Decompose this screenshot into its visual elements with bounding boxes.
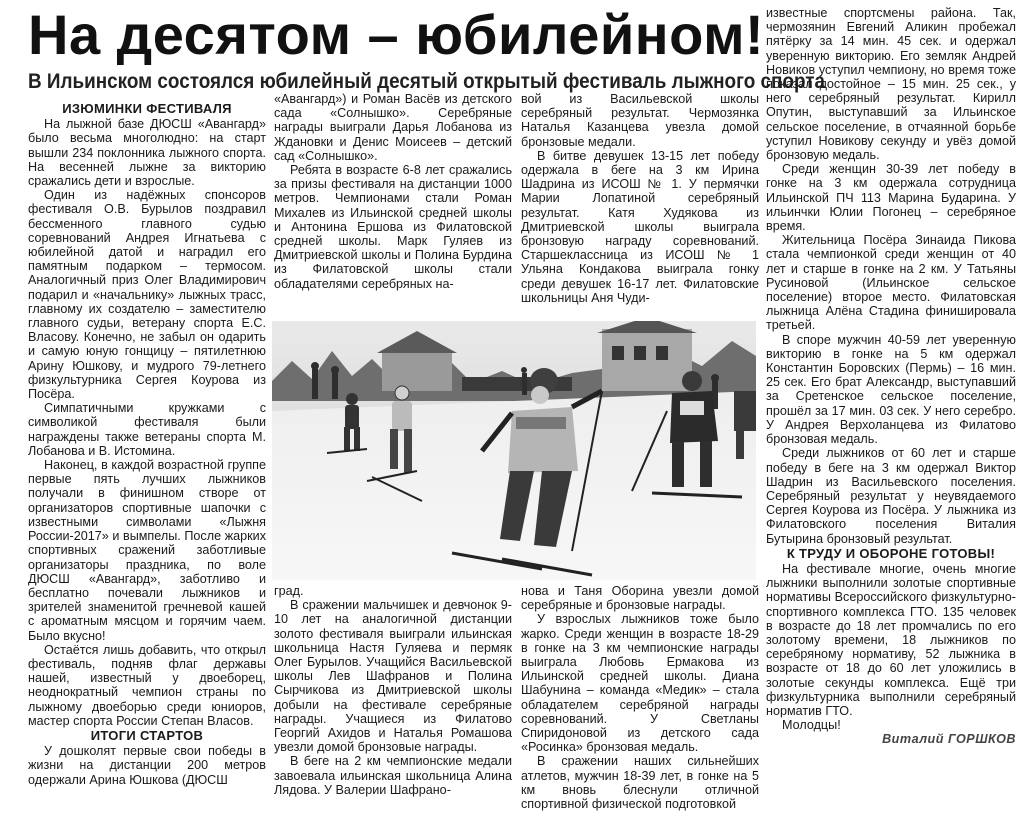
- paragraph: известные спортсмены района. Так, чермозянин Евгений Аликин пробежал пятёрку за 14 мин. 45 сек. и одержал уверенную викторию. Его земляк Андрей Новиков уступил чемпиону, но время тоже показал достойное – 15 мин. 25 сек., у него серебряный результат. Кирилл Опутин, выступавший за Ильинское сельское поселение, в отчаянной борьбе уступил Новикову секунду и увёз домой бронзовую медаль.: [766, 6, 1016, 163]
- section-heading: ИЗЮМИНКИ ФЕСТИВАЛЯ: [62, 101, 232, 116]
- paragraph: Наконец, в каждой возрастной группе первые пять лучших лыжников получали в финишном створе от организаторов спортивные шапочки с известными символами «Лыжня России-2017» и вымпелы. После жарких спортивных сражений заботливые организаторы праздника, по воле ДЮСШ «Авангард», заботливо и бесплатно почевали лыжников и зрителей знаменитой гречневой кашей с ароматным мясцом и горячим чаем. Было вкусно!: [28, 458, 266, 643]
- paragraph: Среди женщин 30-39 лет победу в гонке на 3 км одержала сотрудница Ильинской ПЧ 113 Марина Бударина. У ильинчки Юлии Погонец – серебряное время.: [766, 162, 1016, 234]
- author-byline: Виталий ГОРШКОВ: [882, 732, 1016, 747]
- paragraph: У взрослых лыжников тоже было жарко. Среди женщин в возрасте 18-29 в гонке на 3 км чемпионские награды выиграла Любовь Ермакова из Ильинской средней школы. Диана Шабунина – команда «Медик» – стала обладателем серебряной награды соревнований. У Светланы Спиридоновой из детского сада «Росинка» бронзовая медаль.: [521, 612, 759, 755]
- paragraph: В споре мужчин 40-59 лет уверенную викторию в гонке на 5 км одержал Константин Боровских (Пермь) – 16 мин. 25 сек. Его брат Александр, выступавший за Сретенское сельское поселение, прошёл за 17 мин. 03 сек. У него серебро. У Андрея Верхоланцева из Филатово бронзовая медаль.: [766, 332, 1016, 447]
- paragraph: «Авангард») и Роман Васёв из детского сада «Солнышко». Серебряные награды выиграли Дарья Лобанова из Ждановки и Денис Моисеев – детский сад «Солнышко».: [274, 92, 512, 163]
- paragraph: В битве девушек 13-15 лет победу одержала в беге на 3 км Ирина Шадрина из ИСОШ № 1. У пермячки Марии Лопатиной серебряный результат. Катя Худякова из Дмитриевской школы выиграла бронзовую награду соревнований. Старшеклассница из ИСОШ № 1 Ульяна Кондакова выиграла гонку среди девушек 16-17 лет. Филатовские школьницы Аня Чуди-: [521, 148, 759, 305]
- skiers-photo-illustration: [272, 321, 756, 580]
- paragraph: Симпатичными кружками с символикой фестиваля были награждены также ветераны спорта М. Лобанова и В. Истомина.: [28, 401, 266, 458]
- paragraph: град.: [274, 584, 304, 598]
- article-column-3-bottom: [521, 584, 759, 834]
- paragraph: У дошколят первые свои победы в жизни на дистанции 200 метров одержали Арина Юшкова (ДЮСШ: [28, 744, 266, 787]
- subheadline: В Ильинском состоялся юбилейный десятый открытый фестиваль лыжного спорта: [28, 70, 826, 93]
- paragraph: На фестивале многие, очень многие лыжники выполнили золотые спортивные нормативы Всероссийского физкультурно-спортивного комплекса ГТО. 135 человек в возрасте до 18 лет промчались по его золотому времени, 18 лыжников по серебряному нормативу, 52 лыжника в возрасте от 18 до 60 лет уложились в золотые секунды комплекса. Ещё три физкультурника выполнили серебряный норматив ГТО.: [766, 561, 1016, 718]
- paragraph: В сражении наших сильнейших атлетов, мужчин 18-39 лет, в гонке на 5 км вновь блеснули отличной спортивной физической подготовкой: [521, 754, 759, 812]
- paragraph: Один из надёжных спонсоров фестиваля О.В. Бурылов поздравил бессменного главного судью соревнований Андрея Игнатьева с юбилейной датой и наградил его памятным подарком – термосом. Аналогичный приз Олег Владимирович подарил и «начальнику» лыжных трасс, главному их создателю – заместителю главного судьи, ветерану спорта Е.С. Власову. Конечно, не забыл он одарить и самую юную гонщицу – пятилетнюю Арину Юшкову, и мудрого 79-летнего физкультурника Сергея Коурова из Посёра.: [28, 188, 266, 402]
- article-column-1: [28, 101, 266, 834]
- article-column-3-top: [521, 92, 759, 320]
- article-column-2-bottom: [274, 584, 512, 834]
- paragraph: вой из Васильевской школы серебряный результат. Чермозянка Наталья Казанцева увезла домой бронзовые медали.: [521, 92, 759, 149]
- article-column-2-top: [274, 92, 512, 320]
- paragraph: На лыжной базе ДЮСШ «Авангард» было весьма многолюдно: на старт вышли 234 поклонника лыжного спорта. На весенней лыжне за викторию сражались дети и взрослые.: [28, 117, 266, 189]
- section-heading: ИТОГИ СТАРТОВ: [90, 727, 204, 743]
- paragraph: Жительница Посёра Зинаида Пикова стала чемпионкой среди женщин от 40 лет и старше в гонке на 2 км. У Татьяны Русиновой (Ильинское сельское поселение) второе место. Филатовская лыжница Алёна Стадина финишировала третьей.: [766, 233, 1016, 333]
- paragraph: Ребята в возрасте 6-8 лет сражались за призы фестиваля на дистанции 1000 метров. Чемпионами стали Роман Михалев из Ильинской средней школы и Антонина Ершова из Филатовской средней школы. Марк Гуляев из Дмитриевской школы и Полина Бурдина из Филатовской школы стали обладателями серебряных на-: [274, 163, 512, 291]
- headline: На десятом – юбилейном!: [28, 3, 765, 66]
- paragraph: Остаётся лишь добавить, что открыл фестиваль, подняв флаг державы нашей, известный у двоеборец, неоднократный чемпион страны по лыжному двоеборью среди юниоров, мастер спорта России Степан Власов.: [28, 642, 266, 728]
- skiers-photo: [272, 321, 756, 580]
- paragraph: нова и Таня Оборина увезли домой серебряные и бронзовые награды.: [521, 584, 759, 613]
- section-heading: К ТРУДУ И ОБОРОНЕ ГОТОВЫ!: [786, 545, 996, 561]
- paragraph: В беге на 2 км чемпионские медали завоевала ильинская школьница Алина Лядова. У Валерии Шафрано-: [274, 754, 512, 797]
- paragraph: Молодцы!: [782, 718, 841, 733]
- article-column-4: [766, 6, 1016, 834]
- paragraph: Среди лыжников от 60 лет и старше победу в беге на 3 км одержал Виктор Шадрин из Васильевского поселения. Серебряный результат у неувядаемого Сергея Коурова из Посёра. У лыжника из Филатовского поселения Виталия Бутырина бронзовый результат.: [766, 446, 1016, 546]
- paragraph: В сражении мальчишек и девчонок 9-10 лет на аналогичной дистанции золото фестиваля выиграли ильинская школьница Настя Гуляева и пермяк Олег Бурылов. Учащийся Васильевской школы Лев Шафранов и Полина Сырчикова из Дмитриевской школы добыли на фестивале серебряные награды. Учащиеся из Филатово Георгий Ахидов и Наталья Ромашова увезли домой бронзовые награды.: [274, 598, 512, 755]
